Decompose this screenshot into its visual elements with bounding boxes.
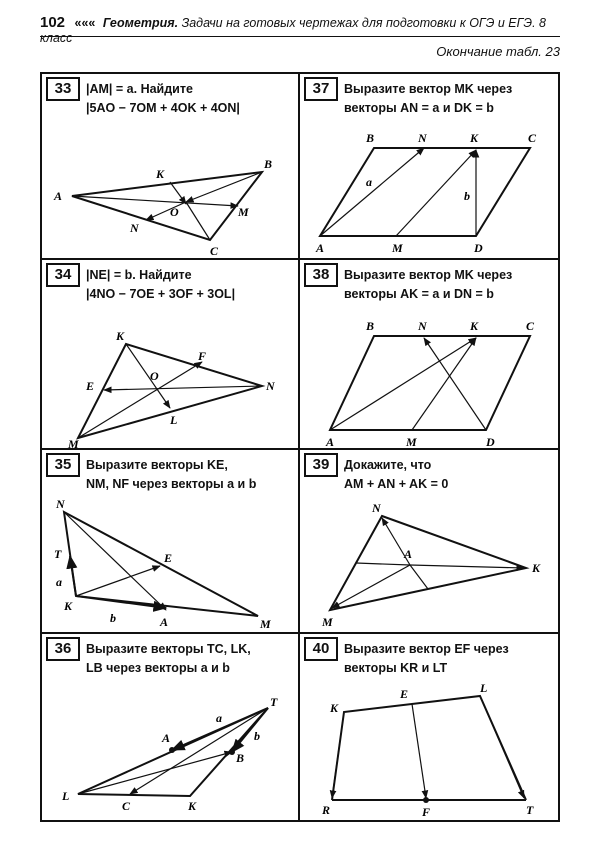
label-T: T [270,695,278,709]
problem-line-1: Выразите вектор MK через [344,82,513,96]
problem-38-cell [298,258,560,450]
figure-37 [300,74,560,260]
problem-40-cell [298,632,560,822]
problem-line-1: Выразите вектор MK через [344,268,513,282]
label-M: M [392,241,403,255]
label-K: K [470,131,479,145]
label-M: M [260,617,271,631]
label-L: L [170,413,178,427]
problem-35-cell [40,448,300,634]
problem-line-2: векторы KR и LT [344,661,448,675]
page-number: 102 [40,14,66,31]
label-vec-a: a [366,175,372,189]
problem-number: 33 [46,77,80,101]
problem-number: 34 [46,263,80,287]
label-F: F [422,805,431,819]
problem-34-cell [40,258,300,450]
figure-34 [42,260,300,450]
problem-line-2: |5AO − 7OM + 4OK + 4ON| [86,101,240,115]
figure-33 [42,74,300,260]
label-R: R [322,803,331,817]
label-O: O [170,205,179,219]
problem-39-cell [298,448,560,634]
label-A: A [160,615,169,629]
problem-number: 38 [304,263,338,287]
label-B: B [366,319,375,333]
label-O: O [150,369,159,383]
problem-line-2: векторы AK = a и DN = b [344,287,494,301]
problem-36-cell [40,632,300,822]
problem-line-1: Докажите, что [344,458,432,472]
problem-line-1: |NE| = b. Найдите [86,268,192,282]
label-T: T [54,547,62,561]
problem-number: 36 [46,637,80,661]
label-A: A [54,189,63,203]
label-B: B [264,157,273,171]
label-B: B [366,131,375,145]
figure-35 [42,450,300,634]
label-vec-b: b [464,189,470,203]
label-K: K [188,799,197,813]
label-D: D [474,241,483,255]
problem-line-1: Выразите векторы TC, LK, [86,642,251,656]
label-K: K [532,561,541,575]
label-vec-b: b [254,729,260,743]
problem-line-1: Выразите вектор EF через [344,642,509,656]
label-M: M [322,615,333,629]
label-C: C [528,131,537,145]
label-N: N [418,319,427,333]
label-N: N [56,497,65,511]
figure-40 [300,634,560,822]
label-K: K [470,319,479,333]
label-K: K [330,701,339,715]
label-K: K [156,167,165,181]
label-C: C [210,244,219,258]
label-M: M [68,437,79,451]
section-marker: ««« [74,16,96,30]
label-L: L [480,681,488,695]
label-N: N [130,221,139,235]
problem-line-2: LB через векторы a и b [86,661,230,675]
label-N: N [372,501,381,515]
label-T: T [526,803,534,817]
label-C: C [526,319,535,333]
label-L: L [62,789,70,803]
problem-number: 35 [46,453,80,477]
label-A: A [316,241,325,255]
label-A: A [326,435,335,449]
book-subject: Геометрия. [102,16,179,30]
label-K: K [116,329,125,343]
page-header [40,14,560,45]
label-D: D [486,435,495,449]
problem-33-cell [40,72,300,260]
figure-36 [42,634,300,822]
label-K: K [64,599,73,613]
label-N: N [418,131,427,145]
figure-39 [300,450,560,634]
problem-number: 37 [304,77,338,101]
problem-line-2: NM, NF через векторы a и b [86,477,257,491]
label-M: M [238,205,249,219]
problem-line-1: Выразите векторы KE, [86,458,228,472]
problem-number: 39 [304,453,338,477]
label-vec-a: a [216,711,222,725]
problem-line-2: |4NO − 7OE + 3OF + 3OL| [86,287,236,301]
label-A: A [162,731,171,745]
problem-line-2: векторы AN = a и DK = b [344,101,494,115]
figure-38 [300,260,560,450]
problem-line-1: |AM| = a. Найдите [86,82,193,96]
label-E: E [86,379,95,393]
label-M: M [406,435,417,449]
label-A: A [404,547,413,561]
label-N: N [266,379,275,393]
label-B: B [236,751,245,765]
table-continuation: Окончание табл. 23 [436,44,560,59]
book-subtitle: Задачи на готовых чертежах для подготовки к ОГЭ и ЕГЭ. 8 класс [40,16,547,45]
label-E: E [400,687,409,701]
label-E: E [164,551,173,565]
problem-37-cell [298,72,560,260]
label-vec-b: b [110,611,116,625]
problem-number: 40 [304,637,338,661]
label-C: C [122,799,131,813]
label-F: F [198,349,207,363]
problem-line-2: AM + AN + AK = 0 [344,477,449,491]
label-vec-a: a [56,575,62,589]
